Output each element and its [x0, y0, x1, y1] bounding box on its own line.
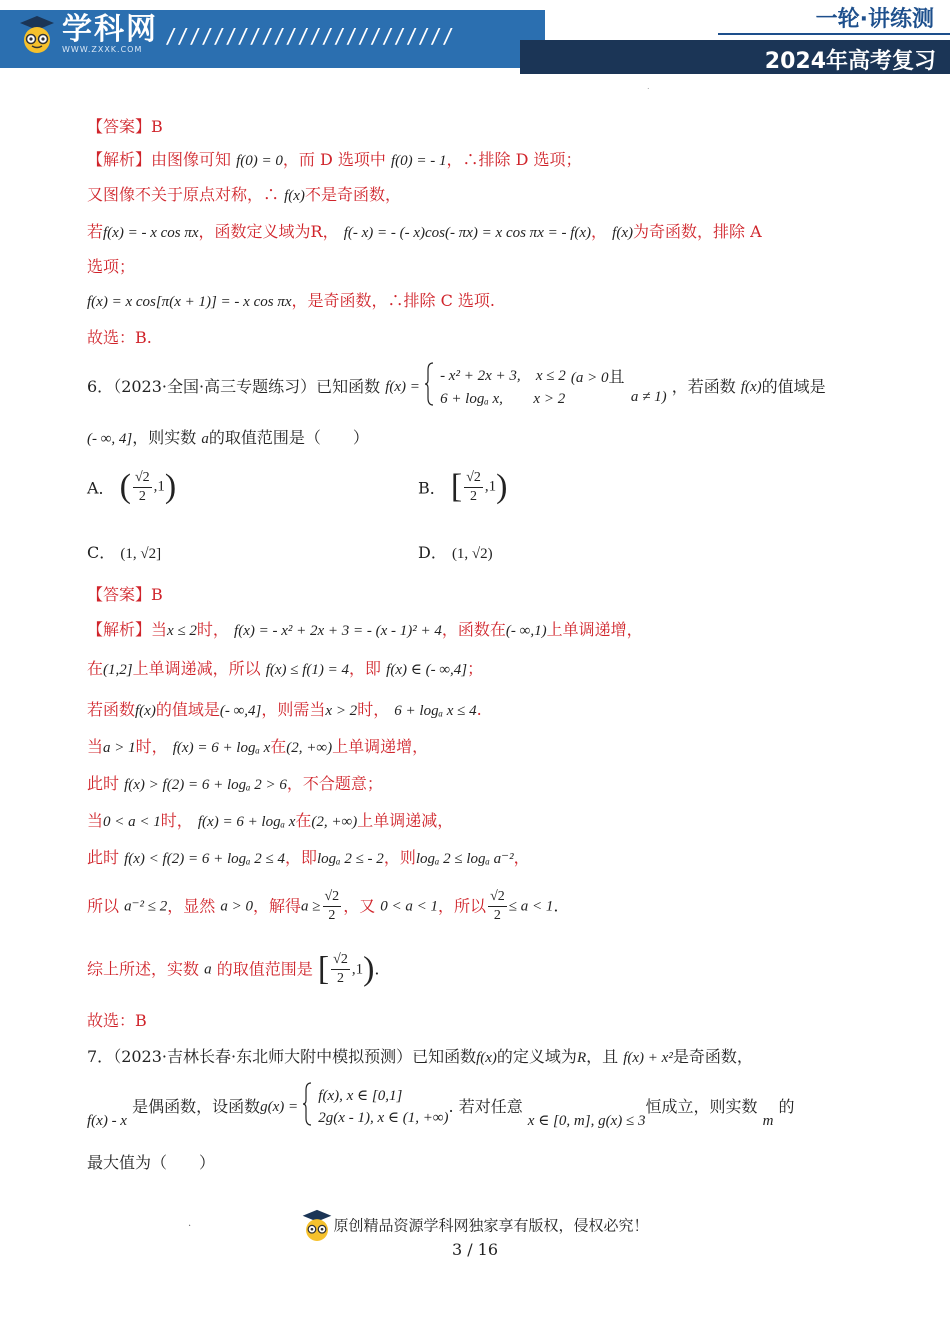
- math: 6 + logₐ x,: [440, 391, 503, 407]
- page-header: [0, 0, 950, 76]
- brand-logo: [18, 11, 158, 54]
- math: ,1: [153, 478, 165, 495]
- math: f(x) = - x cos πx: [103, 225, 199, 241]
- math: ,1: [351, 961, 364, 978]
- q5-analysis-line-1: [87, 150, 582, 171]
- math: 2g(x - 1), x ∈ (1, +∞): [318, 1110, 449, 1126]
- numerator: √2: [488, 888, 507, 907]
- text: .: [553, 896, 559, 916]
- text: 故选：B: [87, 1011, 147, 1030]
- text: 选项；: [87, 257, 136, 276]
- header-decoration: ////////////////////////: [165, 24, 454, 48]
- piecewise-brace: [425, 362, 435, 412]
- text: 是奇函数，: [672, 1047, 753, 1066]
- math: ,1: [484, 478, 497, 495]
- math: f(x) = x cos[π(x + 1)] = - x cos πx: [87, 294, 292, 310]
- copyright-note: [0, 1208, 950, 1242]
- stray-dot: .: [188, 1218, 192, 1229]
- option-label: B．: [418, 478, 446, 498]
- text: ，即: [285, 848, 318, 867]
- math: 6 + logₐ x ≤ 4: [394, 703, 477, 719]
- math: a ≥: [301, 898, 321, 915]
- text: 故选：B.: [87, 328, 152, 347]
- option-label: D．: [418, 543, 447, 562]
- math: x > 2: [533, 391, 566, 407]
- q5-conclusion: [87, 328, 152, 348]
- fraction: [464, 469, 483, 506]
- text: 又图像不关于原点对称，∴: [87, 185, 280, 204]
- text: 时，: [135, 737, 168, 756]
- text: ，∴排除 D 选项；: [446, 150, 582, 169]
- text: ，: [591, 222, 608, 241]
- base-condition: [571, 368, 667, 406]
- question-number: 6．: [87, 377, 114, 396]
- piecewise-cases: [318, 1085, 448, 1129]
- math: f(x) + x²: [623, 1050, 673, 1066]
- q5-analysis-line-4: [87, 257, 135, 277]
- q6-stem-line-2: [87, 428, 369, 449]
- question-source: （2023·吉林长春·东北师大附中模拟预测）已知函数: [113, 1047, 477, 1066]
- math: f(x): [612, 225, 633, 241]
- math: f(x) ≤ f(1) = 4: [265, 662, 350, 678]
- math: f(x) < f(2) = 6 + logₐ 2 ≤ 4: [124, 851, 285, 867]
- text: ，则需当: [261, 700, 326, 719]
- analysis-label: 【解析】: [87, 150, 152, 169]
- math: 0 < a < 1: [380, 898, 439, 915]
- option-a[interactable]: [87, 468, 176, 506]
- option-b[interactable]: [418, 468, 507, 506]
- numerator: √2: [323, 888, 342, 907]
- text: ；: [467, 659, 484, 678]
- text: 且: [608, 367, 625, 386]
- math: (2, +∞): [311, 814, 358, 830]
- fraction: [323, 888, 342, 925]
- text: ，: [513, 848, 530, 867]
- q6-analysis-line-8: [87, 884, 558, 928]
- math: (- ∞, 4]: [87, 431, 133, 447]
- stray-dot: .: [647, 82, 650, 91]
- text: 此时: [87, 774, 120, 793]
- text: 的取值范围是（ ）: [208, 428, 369, 447]
- math: f(x) = 6 + logₐ x: [172, 740, 271, 756]
- mascot-icon: [301, 1208, 333, 1242]
- text: 在: [270, 737, 287, 756]
- option-text: (1, √2): [451, 546, 493, 562]
- text: ，则实数: [132, 428, 197, 447]
- copyright-text: 原创精品资源学科网独家享有版权，侵权必究！: [333, 1216, 649, 1235]
- math: f(x): [284, 188, 305, 204]
- math: x ∈ [0, m], g(x) ≤ 3: [527, 1113, 646, 1129]
- math: f(x) > f(2) = 6 + logₐ 2 > 6: [124, 777, 287, 793]
- text: ，若函数: [671, 377, 736, 396]
- piecewise-brace: [303, 1082, 313, 1132]
- option-d[interactable]: [418, 540, 493, 563]
- answer-value: B: [151, 117, 163, 136]
- option-c[interactable]: [87, 540, 161, 563]
- text: 恒成立，则实数: [645, 1097, 758, 1116]
- math: f(- x) = - (- x)cos(- πx) = x cos πx = - f(x): [343, 225, 592, 241]
- brace-icon: [425, 362, 435, 406]
- text: ，不合题意；: [286, 774, 383, 793]
- text: 当: [87, 737, 104, 756]
- math: a > 0: [220, 898, 253, 915]
- q6-stem-line-1: [87, 362, 826, 408]
- fraction: [133, 469, 152, 506]
- math: f(x): [740, 379, 762, 395]
- math: f(x): [135, 703, 156, 719]
- math: m: [762, 1113, 774, 1129]
- option-label: A．: [87, 478, 115, 498]
- math: x > 2: [325, 703, 358, 719]
- text: ，且: [586, 1047, 619, 1066]
- math: (2, +∞): [286, 740, 333, 756]
- question-number: 7．: [87, 1047, 114, 1066]
- option-text: (1, √2]: [120, 546, 162, 562]
- fraction: [331, 951, 350, 988]
- text: ，解得: [253, 896, 302, 916]
- math: a: [201, 431, 209, 447]
- math: f(x) =: [385, 379, 420, 395]
- q6-analysis-line-5: [87, 774, 383, 795]
- option-bracket: ): [164, 468, 177, 505]
- text: ，又: [343, 896, 376, 916]
- q6-answer-line: [87, 585, 163, 605]
- text: 在: [87, 659, 104, 678]
- option-bracket: (: [119, 468, 131, 505]
- text: ，而 D 选项中: [282, 150, 386, 169]
- math: R: [576, 1050, 587, 1066]
- text: 时，: [357, 700, 390, 719]
- numerator: √2: [464, 469, 483, 488]
- denominator: 2: [493, 908, 501, 923]
- question-source: （2023·全国·高三专题练习）已知函数: [113, 377, 381, 396]
- math: f(x) = - x² + 2x + 3 = - (x - 1)² + 4: [234, 623, 442, 639]
- option-bracket: ): [496, 468, 508, 505]
- text: ，是奇函数，∴排除 C 选项.: [291, 291, 496, 310]
- math: a: [204, 961, 212, 978]
- math: f(x) ∈ (- ∞,4]: [386, 662, 468, 678]
- text: 所以: [87, 896, 120, 916]
- math: x ≤ 2: [535, 368, 566, 384]
- text: 最大值为（ ）: [87, 1153, 216, 1172]
- text: ，函数定义域为R，: [198, 222, 339, 241]
- text: 时，: [160, 811, 193, 830]
- text: 此时: [87, 848, 120, 867]
- math: f(0) = - 1: [391, 153, 447, 169]
- text: 由图像可知: [151, 150, 232, 169]
- answer-label: 【答案】: [87, 585, 152, 604]
- text: 在: [295, 811, 312, 830]
- text: ，函数在: [441, 620, 506, 639]
- text: 是偶函数，设函数: [132, 1097, 261, 1116]
- text: 的值域是: [155, 700, 220, 719]
- text: 的: [778, 1097, 795, 1116]
- math: x ≤ 2: [167, 623, 197, 639]
- q5-analysis-line-3: [87, 222, 762, 243]
- text: 上单调递减，所以: [132, 659, 261, 678]
- math: logₐ 2 ≤ logₐ a⁻²: [415, 851, 514, 867]
- text: ，所以: [438, 896, 487, 916]
- q6-analysis-line-4: [87, 737, 428, 758]
- brace-icon: [303, 1082, 313, 1126]
- math: (- ∞,1): [505, 623, 547, 639]
- brand-name: 学科网: [62, 11, 158, 47]
- brand-url: WWW.ZXXK.COM: [62, 44, 143, 54]
- q5-answer-line: [87, 117, 163, 137]
- denominator: 2: [336, 971, 344, 986]
- math: (1,2]: [103, 662, 133, 678]
- q7-stem-line-2: [87, 1082, 795, 1132]
- q6-analysis-line-7: [87, 848, 530, 869]
- q6-analysis-line-9: 综上所述，实数 a 的取值范围是 [ $\frac{√2}{2}$ ,1).: [87, 950, 380, 988]
- text: 当: [151, 620, 168, 639]
- text: 为奇函数，排除 A: [632, 222, 762, 241]
- review-year-title: 2024年高考复习: [764, 49, 936, 74]
- q6-conclusion: [87, 1011, 147, 1031]
- header-rule: [718, 33, 950, 35]
- text: .: [374, 959, 380, 979]
- fraction: [488, 888, 507, 925]
- text: ，显然: [167, 896, 216, 916]
- text: .: [476, 700, 482, 719]
- math: f(x), x ∈ [0,1]: [318, 1088, 403, 1104]
- q7-stem-line-3: [87, 1153, 215, 1173]
- math: g(x) =: [260, 1099, 299, 1115]
- text: 上单调递增，: [332, 737, 429, 756]
- math: 0 < a < 1: [103, 814, 161, 830]
- q6-analysis-line-1: [87, 620, 643, 641]
- math: ≤ a < 1: [508, 898, 554, 915]
- q5-analysis-line-5: [87, 291, 495, 312]
- math: f(x): [476, 1050, 497, 1066]
- answer-value: B: [151, 585, 163, 604]
- answer-label: 【答案】: [87, 117, 152, 136]
- text: 上单调递减，: [357, 811, 454, 830]
- math: (- ∞,4]: [219, 703, 262, 719]
- mascot-icon: [18, 14, 56, 54]
- math: logₐ 2 ≤ - 2: [317, 851, 384, 867]
- q7-stem-line-1: [87, 1047, 753, 1068]
- text: ，即: [349, 659, 382, 678]
- text: 若函数: [87, 700, 136, 719]
- series-title: 一轮·讲练测: [815, 7, 934, 32]
- math: f(x) - x: [87, 1113, 127, 1129]
- option-bracket: [: [450, 468, 463, 505]
- analysis-label: 【解析】: [87, 620, 152, 639]
- text: 时，: [196, 620, 229, 639]
- denominator: 2: [138, 488, 146, 504]
- piecewise-cases: [440, 364, 566, 410]
- text: . 若对任意: [448, 1097, 523, 1116]
- text: 不是奇函数，: [304, 185, 401, 204]
- math: a > 1: [103, 740, 136, 756]
- q5-analysis-line-2: [87, 185, 401, 206]
- q6-analysis-line-2: [87, 659, 483, 680]
- math: f(0) = 0: [236, 153, 283, 169]
- text: 上单调递增，: [546, 620, 643, 639]
- math: (a > 0: [570, 370, 609, 386]
- text: ，则: [383, 848, 416, 867]
- text: 当: [87, 811, 104, 830]
- math: f(x) = 6 + logₐ x: [197, 814, 296, 830]
- math: a⁻² ≤ 2: [124, 898, 168, 915]
- page-number: 3 / 16: [451, 1240, 499, 1259]
- denominator: 2: [470, 488, 478, 504]
- denominator: 2: [328, 908, 336, 923]
- text: 的定义域为: [496, 1047, 577, 1066]
- text: 若: [87, 222, 104, 241]
- text: 的值域是: [761, 377, 826, 396]
- q6-analysis-line-6: [87, 811, 453, 832]
- option-label: C．: [87, 543, 116, 562]
- q6-analysis-line-3: [87, 700, 482, 721]
- numerator: √2: [331, 951, 350, 970]
- math: - x² + 2x + 3,: [440, 368, 521, 384]
- text: 综上所述，实数: [87, 959, 200, 979]
- numerator: √2: [133, 469, 152, 488]
- text: 的取值范围是: [216, 959, 313, 979]
- math: a ≠ 1): [630, 389, 667, 405]
